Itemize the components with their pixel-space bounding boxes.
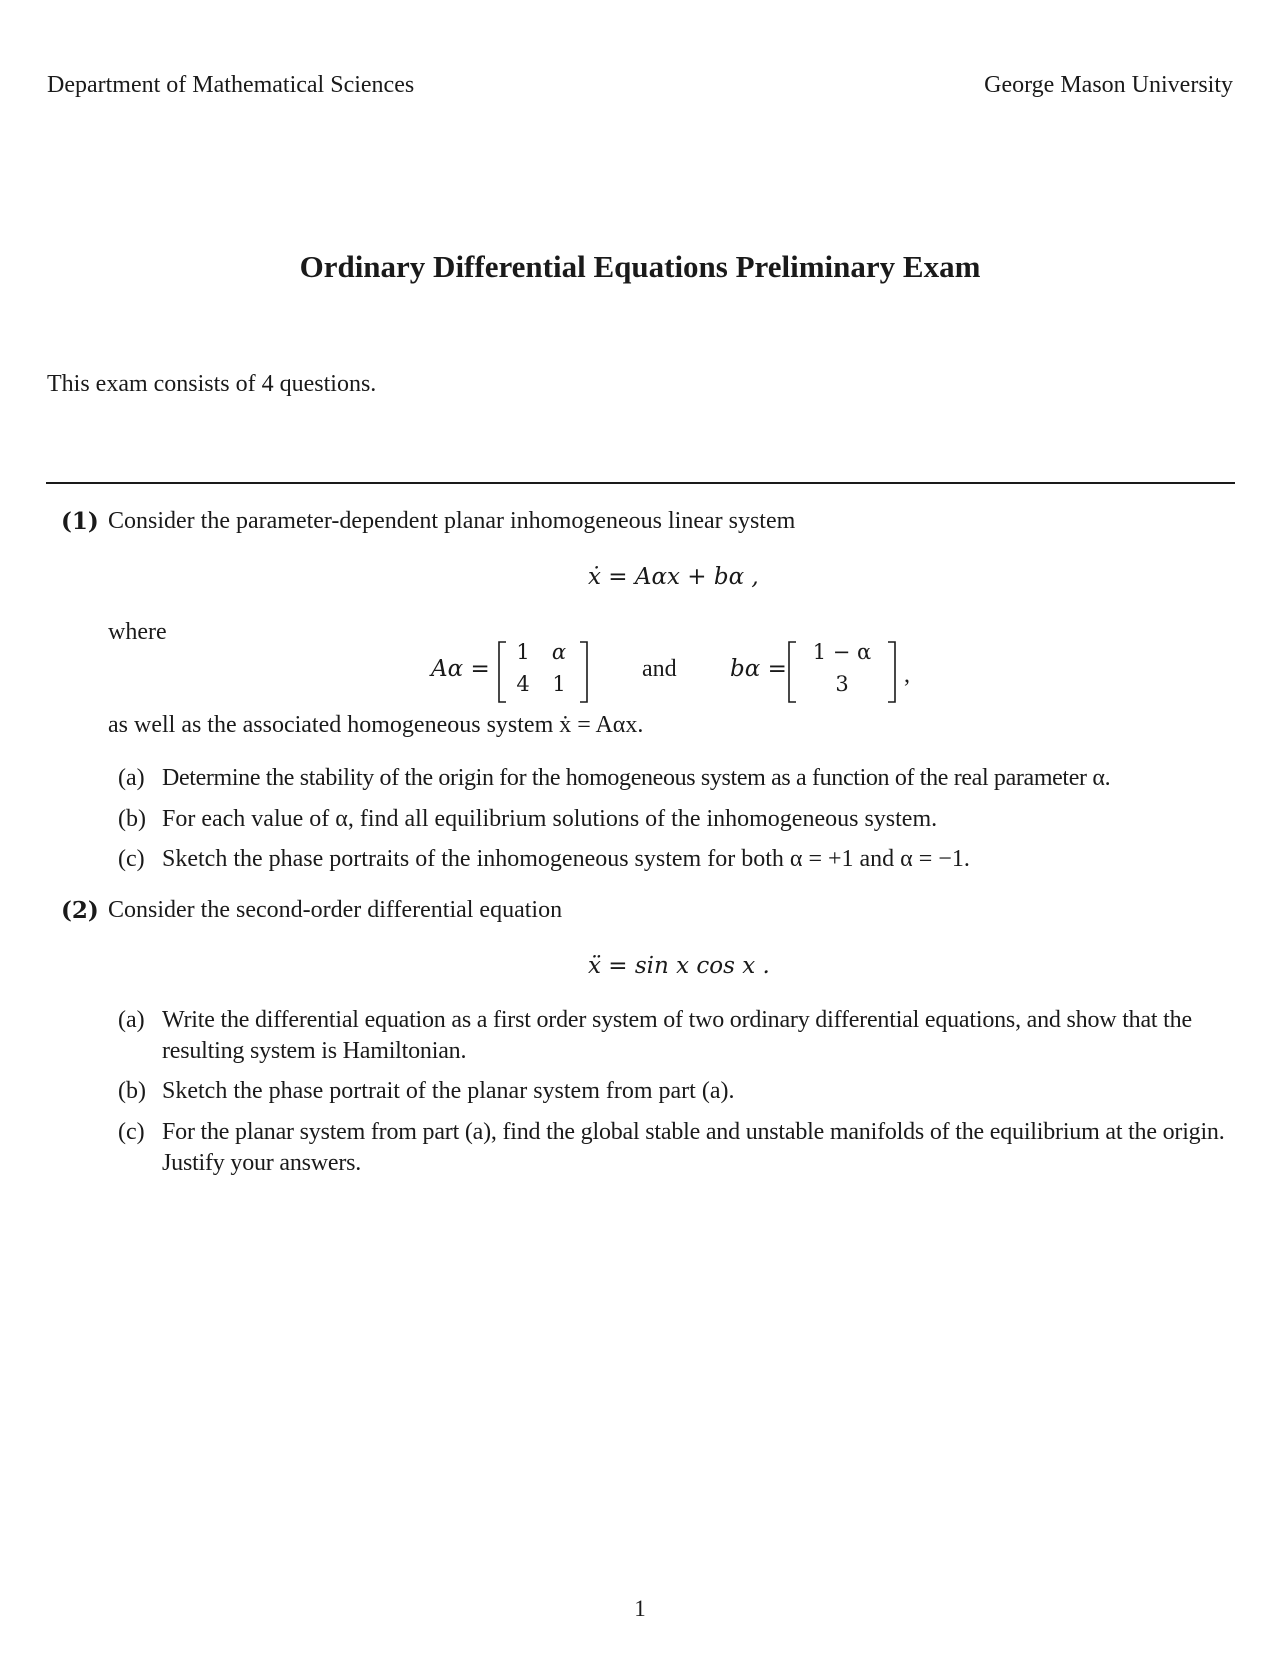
vector-b-label: bα = (730, 656, 787, 682)
question-2-text: Consider the second-order differential equation (108, 897, 563, 923)
page-title: Ordinary Differential Equations Preliminary Exam (299, 249, 981, 284)
question-2-part-a: (a) Write the differential equation as a first order system of two ordinary differential equations, and show that the resulting system is Hamiltonian. (118, 1007, 1192, 1064)
question-2-number: (2) (61, 897, 99, 924)
question-2-part-b: (b) Sketch the phase portrait of the planar system from part (a). (118, 1078, 735, 1104)
question-1-where: where (108, 619, 167, 645)
page-number: 1 (634, 1596, 646, 1621)
and-text: and (642, 656, 677, 682)
header-university: George Mason University (984, 72, 1233, 98)
matrix-a-cell-11: 1 (516, 640, 530, 664)
vector-b-comma: , (904, 662, 910, 688)
question-1-associated-text: as well as the associated homogeneous system ẋ = Aαx. (108, 712, 644, 738)
question-1-number: (1) (61, 508, 99, 535)
question-1-equation: ẋ = Aαx + bα , (588, 564, 759, 590)
intro-text: This exam consists of 4 questions. (47, 371, 377, 397)
matrix-a-cell-21: 4 (516, 672, 530, 696)
matrix-a-cell-12: α (551, 640, 567, 664)
header-department: Department of Mathematical Sciences (47, 72, 415, 98)
question-2-equation: ẍ = sin x cos x . (588, 953, 770, 979)
vector-b-cell-2: 3 (835, 672, 849, 696)
question-1-part-a: (a) Determine the stability of the origin for the homogeneous system as a function of the real parameter α. (118, 765, 1111, 791)
matrix-a-cell-22: 1 (552, 672, 566, 696)
horizontal-rule (46, 482, 1235, 484)
matrix-a-label: Aα = (431, 656, 490, 682)
question-1-text: Consider the parameter-dependent planar inhomogeneous linear system (108, 508, 796, 534)
vector-b-cell-1: 1 − α (812, 640, 872, 664)
question-1-part-c: (c) Sketch the phase portraits of the inhomogeneous system for both α = +1 and α = −1. (118, 846, 970, 872)
question-1-part-b: (b) For each value of α, find all equilibrium solutions of the inhomogeneous system. (118, 806, 938, 832)
question-2-part-c: (c) For the planar system from part (a), find the global stable and unstable manifolds of the equilibrium at the origin. Justify your answers. (118, 1119, 1225, 1176)
